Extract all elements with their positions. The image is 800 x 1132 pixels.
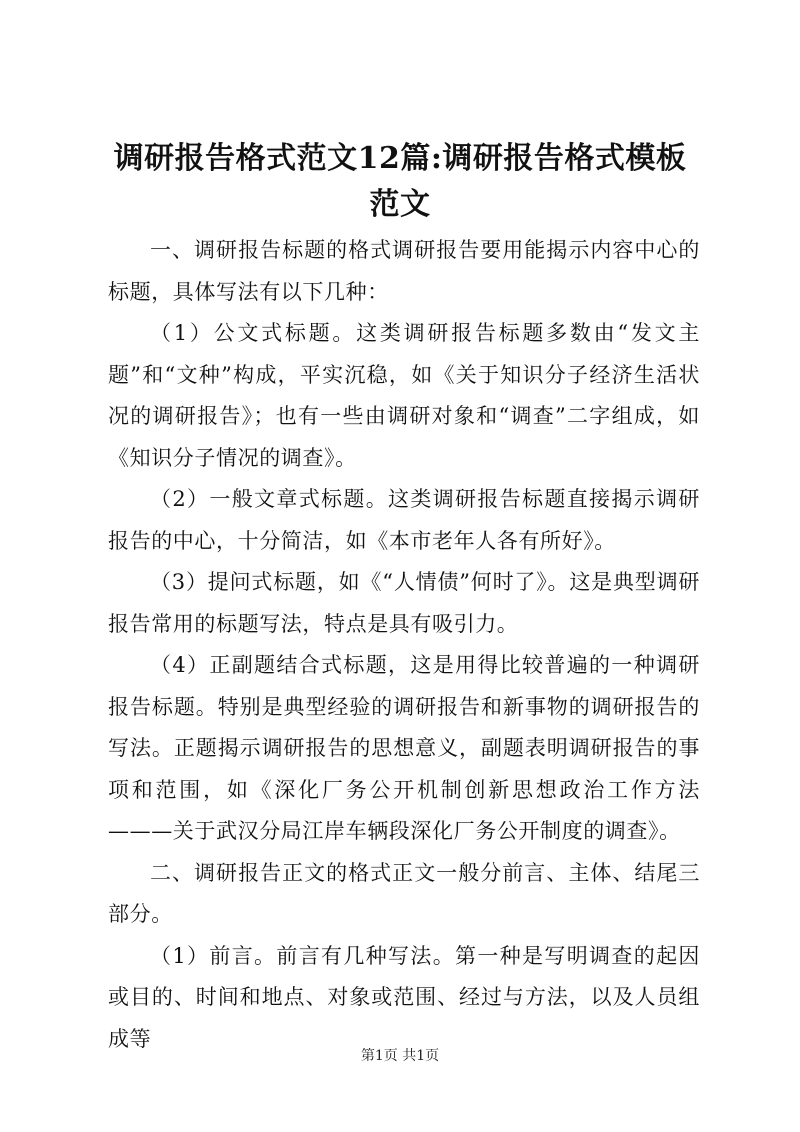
paragraph-combined-title: （4）正副题结合式标题，这是用得比较普遍的一种调研报告标题。特别是典型经验的调研报告和新事物的调研报告的写法。正题揭示调研报告的思想意义，副题表明调研报告的事项和范围，如《深化厂务公开机制创新思想政治工作方法———关于武汉分局江岸车辆段深化厂务公开制度的调查》。 — [108, 653, 700, 843]
paragraph-question-title: （3）提问式标题，如《“人情债”何时了》。这是典型调研报告常用的标题写法，特点是具有吸引力。 — [108, 570, 700, 636]
document-title: 调研报告格式范文12篇:调研报告格式模板范文 — [113, 141, 687, 222]
paragraph-body-format: 二、调研报告正文的格式正文一般分前言、主体、结尾三部分。 — [108, 860, 700, 926]
paragraph-preface: （1）前言。前言有几种写法。第一种是写明调查的起因或目的、时间和地点、对象或范围、经过与方法，以及人员组成等 — [108, 943, 700, 1051]
paragraph-title-format-intro: 一、调研报告标题的格式调研报告要用能揭示内容中心的标题，具体写法有以下几种： — [108, 238, 700, 304]
document-body — [108, 230, 700, 1060]
page-number: 第1页 共1页 — [360, 1048, 440, 1064]
paragraph-article-title: （2）一般文章式标题。这类调研报告标题直接揭示调研报告的中心，十分简洁，如《本市老年人各有所好》。 — [108, 487, 700, 553]
paragraph-official-title: （1）公文式标题。这类调研报告标题多数由“发文主题”和“文种”构成，平实沉稳，如《关于知识分子经济生活状况的调研报告》；也有一些由调研对象和“调查”二字组成，如《知识分子情况的调查》。 — [108, 321, 700, 470]
